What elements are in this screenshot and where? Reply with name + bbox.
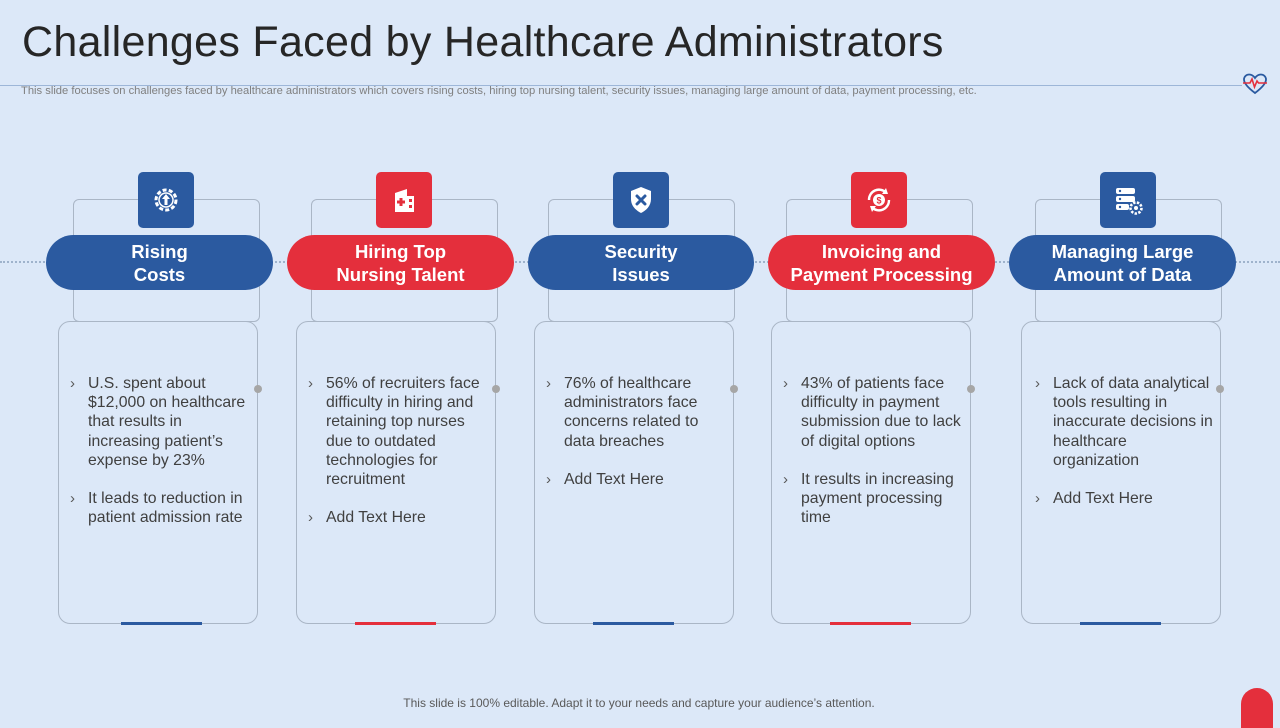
challenge-title-pill: Managing Large Amount of Data [1009,235,1236,290]
svg-text:$: $ [876,195,882,206]
shield-icon [624,183,658,217]
card-icon-box [1100,172,1156,228]
challenge-title-pill: Hiring Top Nursing Talent [287,235,514,290]
card-icon-box [613,172,669,228]
connector-dot [254,385,262,393]
challenge-bullet-list [70,374,252,546]
connector-dot [967,385,975,393]
challenge-title-pill: Invoicing and Payment Processing [768,235,995,290]
card-icon-box [376,172,432,228]
page-subtitle: This slide focuses on challenges faced by healthcare administrators which covers rising costs, hiring top nursing talent, security issues, managing large amount of data, payment processing, etc. [21,85,977,97]
accent-bar [355,622,436,625]
challenge-bullet-list [546,374,728,508]
challenge-bullet-list [783,374,965,546]
bullet-item: › Add Text Here [308,508,490,527]
challenge-title-pill: Rising Costs [46,235,273,290]
bullet-item: › Lack of data analytical tools resulting in inaccurate decisions in healthcare organization [1035,374,1215,470]
card-icon-box [138,172,194,228]
payment-cycle-icon [862,183,896,217]
accent-bar [121,622,202,625]
corner-decoration [1241,688,1273,728]
bullet-item: › Add Text Here [546,470,728,489]
challenge-bullet-list [308,374,490,546]
bullet-item: › Add Text Here [1035,489,1215,508]
database-gear-icon [1111,183,1145,217]
page-title: Challenges Faced by Healthcare Administrators [22,18,944,66]
connector-dot [492,385,500,393]
hospital-icon [387,183,421,217]
challenge-bullet-list [1035,374,1215,527]
bullet-item: › It results in increasing payment processing time [783,470,965,528]
accent-bar [1080,622,1161,625]
bullet-item: › 43% of patients face difficulty in payment submission due to lack of digital options [783,374,965,451]
bullet-item: › U.S. spent about $12,000 on healthcare that results in increasing patient’s expense by 23% [70,374,252,470]
bullet-item: › It leads to reduction in patient admission rate [70,489,252,527]
rising-costs-gear-icon [149,183,183,217]
accent-bar [830,622,911,625]
connector-dot [730,385,738,393]
footer-note: This slide is 100% editable. Adapt it to your needs and capture your audience’s attention. [403,696,875,710]
bullet-item: › 56% of recruiters face difficulty in hiring and retaining top nurses due to outdated technologies for recruitment [308,374,490,489]
connector-dot [1216,385,1224,393]
accent-bar [593,622,674,625]
heartbeat-icon [1242,72,1268,96]
bullet-item: › 76% of healthcare administrators face concerns related to data breaches [546,374,728,451]
card-icon-box [851,172,907,228]
challenge-title-pill: Security Issues [528,235,754,290]
